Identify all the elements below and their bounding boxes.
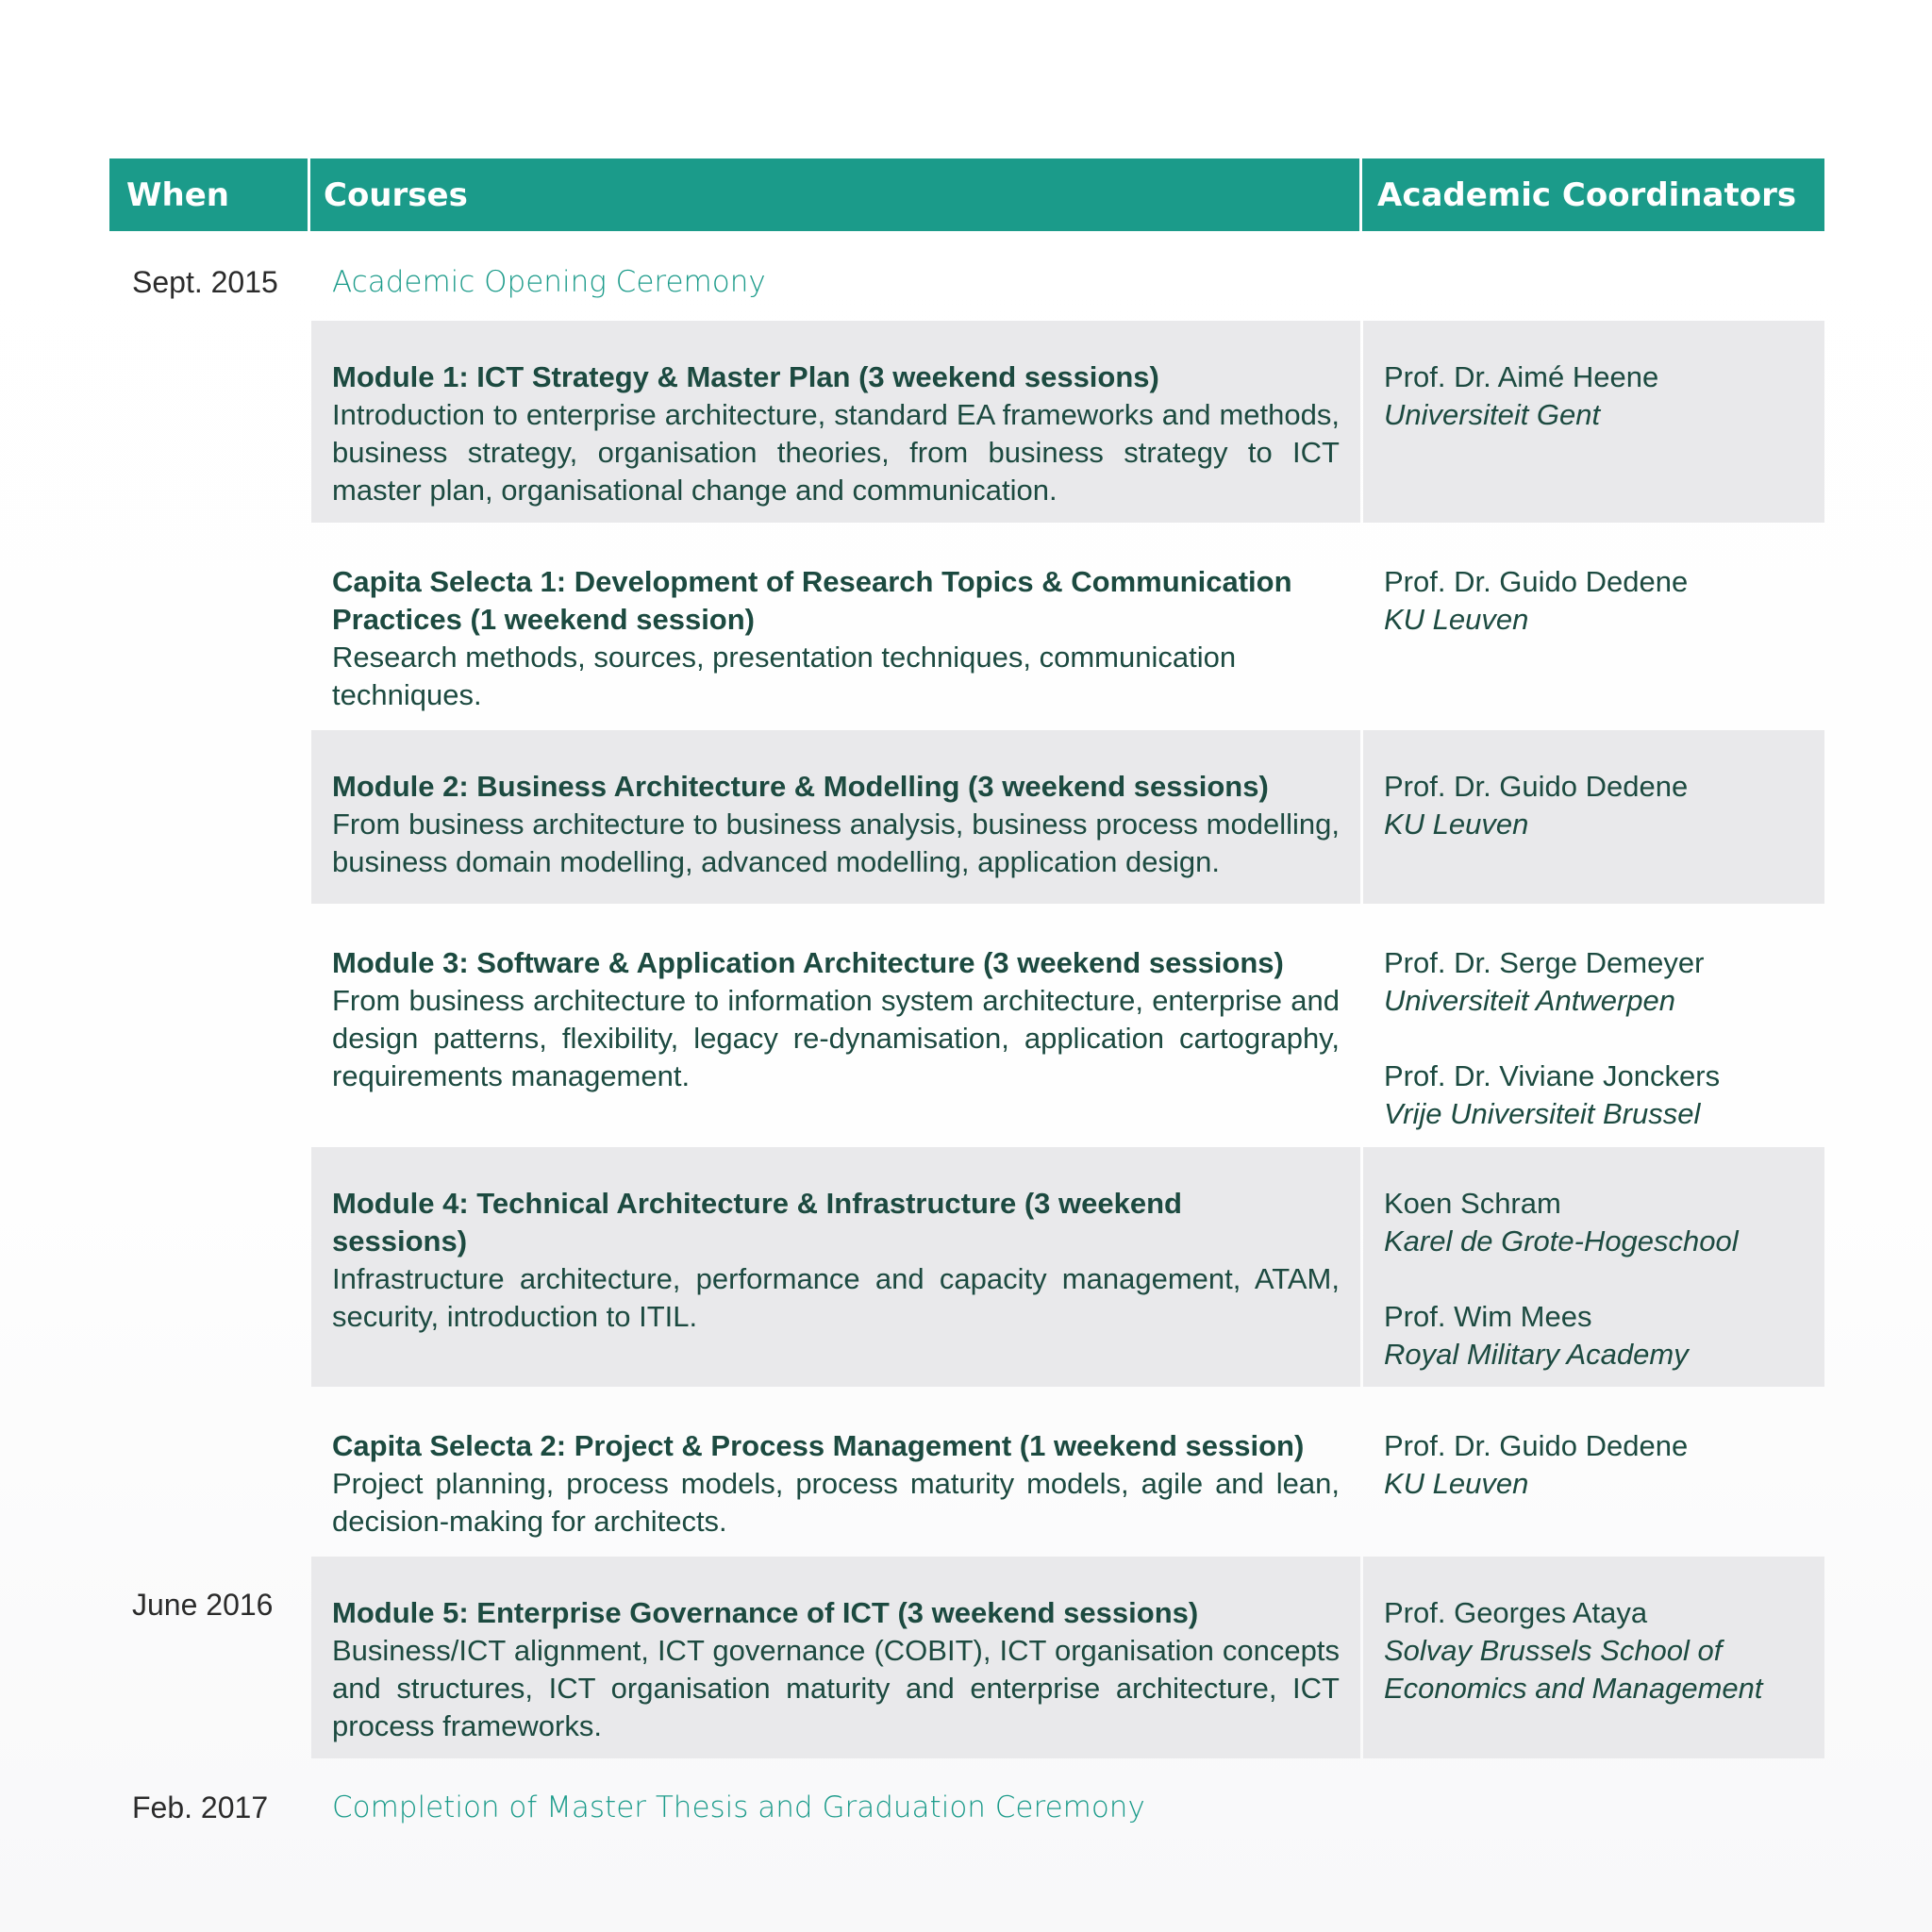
course-cell xyxy=(311,907,1360,1144)
table-row xyxy=(311,321,1824,523)
coordinator-name: Prof. Dr. Guido Dedene xyxy=(1384,770,1689,803)
coordinator-cell xyxy=(1363,1147,1824,1387)
coordinator-name: Prof. Dr. Aimé Heene xyxy=(1384,360,1659,393)
coordinator xyxy=(1384,1427,1806,1503)
course-cell xyxy=(311,1147,1360,1387)
course-description: From business architecture to information system architecture, enterprise and design patterns, flexibility, legacy re-dynamisation, application cartography, requirements management. xyxy=(332,984,1340,1092)
coordinator xyxy=(1384,1298,1806,1374)
course-title: Module 2: Business Architecture & Modelling (3 weekend sessions) xyxy=(332,770,1269,803)
coordinator xyxy=(1384,768,1806,843)
coordinator-name: Prof. Wim Mees xyxy=(1384,1300,1592,1333)
coordinator-cell xyxy=(1363,1557,1824,1758)
coordinator-institution: KU Leuven xyxy=(1384,1467,1529,1500)
coordinator xyxy=(1384,1058,1806,1133)
coordinator-cell xyxy=(1363,1390,1824,1554)
coordinator-institution: Vrije Universiteit Brussel xyxy=(1384,1097,1701,1130)
coordinator-institution: Solvay Brussels School of Economics and Management xyxy=(1384,1634,1763,1705)
coordinator xyxy=(1384,358,1806,434)
course-description: From business architecture to business analysis, business process modelling, business domain modelling, advanced modelling, application design. xyxy=(332,808,1340,878)
coordinator-name: Prof. Georges Ataya xyxy=(1384,1596,1648,1629)
coordinator-cell xyxy=(1363,525,1824,727)
course-title: Module 3: Software & Application Architecture (3 weekend sessions) xyxy=(332,946,1284,979)
closing-event: Completion of Master Thesis and Graduation Ceremony xyxy=(332,1790,1145,1824)
coordinator-institution: Royal Military Academy xyxy=(1384,1338,1689,1371)
course-cell xyxy=(311,321,1360,523)
coordinator-name: Prof. Dr. Serge Demeyer xyxy=(1384,946,1705,979)
coordinator-institution: KU Leuven xyxy=(1384,603,1529,636)
table-row xyxy=(311,1557,1824,1758)
coordinator xyxy=(1384,944,1806,1020)
coordinator-cell xyxy=(1363,907,1824,1144)
coordinator-cell xyxy=(1363,321,1824,523)
course-cell xyxy=(311,1557,1360,1758)
course-title: Capita Selecta 1: Development of Research Topics & Communication Practices (1 weekend session) xyxy=(332,565,1292,636)
course-title: Module 4: Technical Architecture & Infrastructure (3 weekend sessions) xyxy=(332,1187,1182,1257)
coordinator xyxy=(1384,1594,1806,1707)
course-cell xyxy=(311,525,1360,727)
coordinator-name: Prof. Dr. Guido Dedene xyxy=(1384,565,1689,598)
table-row xyxy=(311,525,1824,727)
table-row xyxy=(311,1390,1824,1554)
course-cell xyxy=(311,1390,1360,1554)
coordinator-name: Koen Schram xyxy=(1384,1187,1561,1220)
opening-row xyxy=(109,258,1824,314)
table-row xyxy=(311,1147,1824,1387)
course-cell xyxy=(311,730,1360,904)
opening-event: Academic Opening Ceremony xyxy=(332,265,766,299)
course-description: Infrastructure architecture, performance and capacity management, ATAM, security, introduction to ITIL. xyxy=(332,1262,1340,1333)
closing-when: Feb. 2017 xyxy=(132,1790,269,1824)
coordinator xyxy=(1384,563,1806,639)
course-title: Module 1: ICT Strategy & Master Plan (3 weekend sessions) xyxy=(332,360,1159,393)
coordinator-cell xyxy=(1363,730,1824,904)
course-description: Project planning, process models, process maturity models, agile and lean, decision-making for architects. xyxy=(332,1467,1340,1538)
header-courses: Courses xyxy=(310,158,1359,231)
course-description: Introduction to enterprise architecture, standard EA frameworks and methods, business strategy, organisation theories, from business strategy to ICT master plan, organisational change and communication. xyxy=(332,398,1340,507)
coordinator-name: Prof. Dr. Viviane Jonckers xyxy=(1384,1059,1721,1092)
opening-when: Sept. 2015 xyxy=(132,265,278,299)
row-when: June 2016 xyxy=(132,1588,274,1622)
coordinator-name: Prof. Dr. Guido Dedene xyxy=(1384,1429,1689,1462)
closing-row xyxy=(109,1783,1824,1840)
table-row xyxy=(311,730,1824,904)
header-when: When xyxy=(109,158,308,231)
header-coordinators: Academic Coordinators xyxy=(1362,158,1824,231)
course-title: Module 5: Enterprise Governance of ICT (3 weekend sessions) xyxy=(332,1596,1199,1629)
course-title: Capita Selecta 2: Project & Process Management (1 weekend session) xyxy=(332,1429,1305,1462)
coordinator-institution: Karel de Grote-Hogeschool xyxy=(1384,1224,1739,1257)
coordinator-institution: Universiteit Antwerpen xyxy=(1384,984,1675,1017)
table-row xyxy=(311,907,1824,1144)
course-description: Business/ICT alignment, ICT governance (COBIT), ICT organisation concepts and structures, ICT organisation maturity and enterprise architecture, ICT process frameworks. xyxy=(332,1634,1340,1742)
coordinator-institution: KU Leuven xyxy=(1384,808,1529,841)
table-header xyxy=(109,158,1824,231)
coordinator-institution: Universiteit Gent xyxy=(1384,398,1601,431)
course-description: Research methods, sources, presentation techniques, communication techniques. xyxy=(332,641,1237,711)
coordinator xyxy=(1384,1185,1806,1260)
